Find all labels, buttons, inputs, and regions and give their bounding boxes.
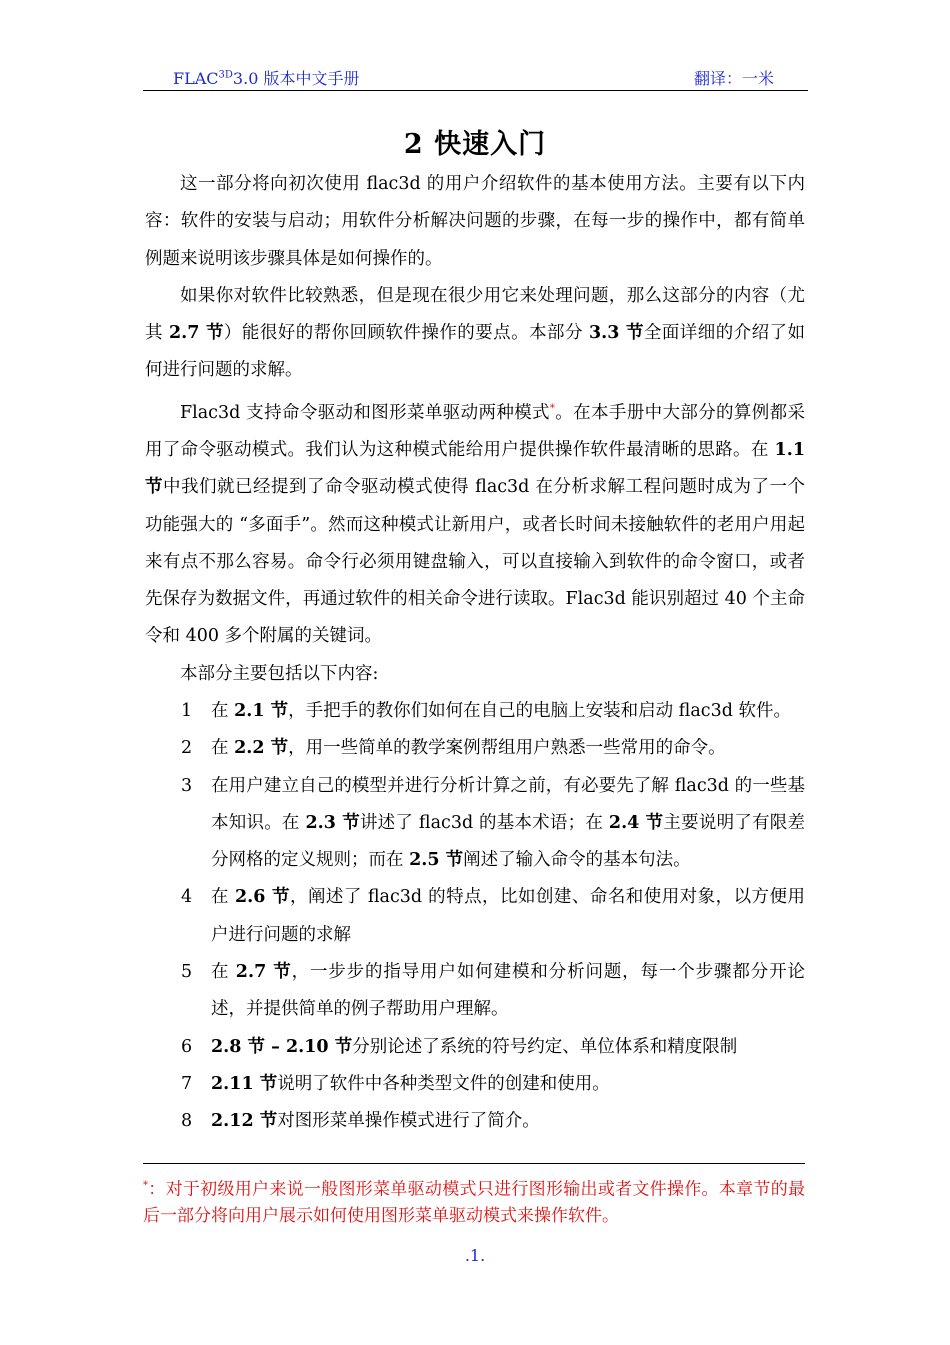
- paragraph-intro: 这一部分将向初次使用 flac3d 的用户介绍软件的基本使用方法。主要有以下内容：软件的安装与启动；用软件分析解决问题的步骤，在每一步的操作中，都有简单例题来说明该步骤具体是如何操作的。: [145, 174, 805, 269]
- translator-credit: 翻译：一米: [693, 69, 774, 88]
- paragraph-review: 如果你对软件比较熟悉，但是现在很少用它来处理问题，那么这部分的内容（尤其 2.7 节）能很好的帮你回顾软件操作的要点。本部分 3.3 节全面详细的介绍了如何进行问题的求解。: [145, 285, 806, 381]
- chapter-title: 2 快速入门: [403, 129, 547, 160]
- footnote-divider: [143, 1163, 805, 1164]
- list-item: 1 在 2.1 节，手把手的教你们如何在自己的电脑上安装和启动 flac3d 软件。: [181, 700, 791, 721]
- list-item: 8 2.12 节对图形菜单操作模式进行了简介。: [181, 1111, 540, 1132]
- body-text: [145, 166, 805, 1141]
- manual-title: $FLAC^{3D}3.0$ 版本中文手册: [173, 69, 360, 88]
- page-number: .1.: [464, 1246, 486, 1265]
- footnote: *：对于初级用户来说一般图形菜单驱动模式只进行图形输出或者文件操作。本章节的最后一部分将向用户展示如何使用图形菜单驱动模式来操作软件。: [143, 1179, 805, 1226]
- paragraph-modes: Flac3d 支持命令驱动和图形菜单驱动两种模式*。在本手册中大部分的算例都采用了命令驱动模式。我们认为这种模式能给用户提供操作软件最清晰的思路。在 1.1 节中我们就已经提到了命令驱动模式使得 flac3d 在分析求解工程问题时成为了一个功能强大的 “多面手”。然而这种模式让新用户，或者长时间未接触软件的老用户用起来有点不那么容易。命令行必须用键盘输入，可以直接输入到软件的命令窗口，或者先保存为数据文件，再通过软件的相关命令进行读取。Flac3d 能识别超过 40 个主命令和 400 多个附属的关键词。: [145, 402, 806, 647]
- page-header: [143, 66, 808, 91]
- list-item: 2 在 2.2 节，用一些简单的教学案例帮组用户熟悉一些常用的命令。: [181, 738, 726, 759]
- contents-list: [145, 693, 805, 1141]
- list-item: 6 2.8 节 – 2.10 节分别论述了系统的符号约定、单位体系和精度限制: [181, 1036, 738, 1057]
- list-item: 4 在 2.6 节，阐述了 flac3d 的特点，比如创建、命名和使用对象，以方便用户进行问题的求解: [181, 887, 805, 945]
- footnote-marker: *: [549, 402, 555, 414]
- paragraph-contents-intro: 本部分主要包括以下内容:: [180, 663, 379, 684]
- list-item: 3 在用户建立自己的模型并进行分析计算之前，有必要先了解 flac3d 的一些基本知识。在 2.3 节讲述了 flac3d 的基本术语；在 2.4 节主要说明了有限差分网格的定义规则；而在 2.5 节阐述了输入命令的基本句法。: [181, 775, 806, 871]
- list-item: 5 在 2.7 节，一步步的指导用户如何建模和分析问题，每一个步骤都分开论述，并提供简单的例子帮助用户理解。: [181, 962, 805, 1020]
- list-item: 7 2.11 节说明了软件中各种类型文件的创建和使用。: [181, 1073, 610, 1094]
